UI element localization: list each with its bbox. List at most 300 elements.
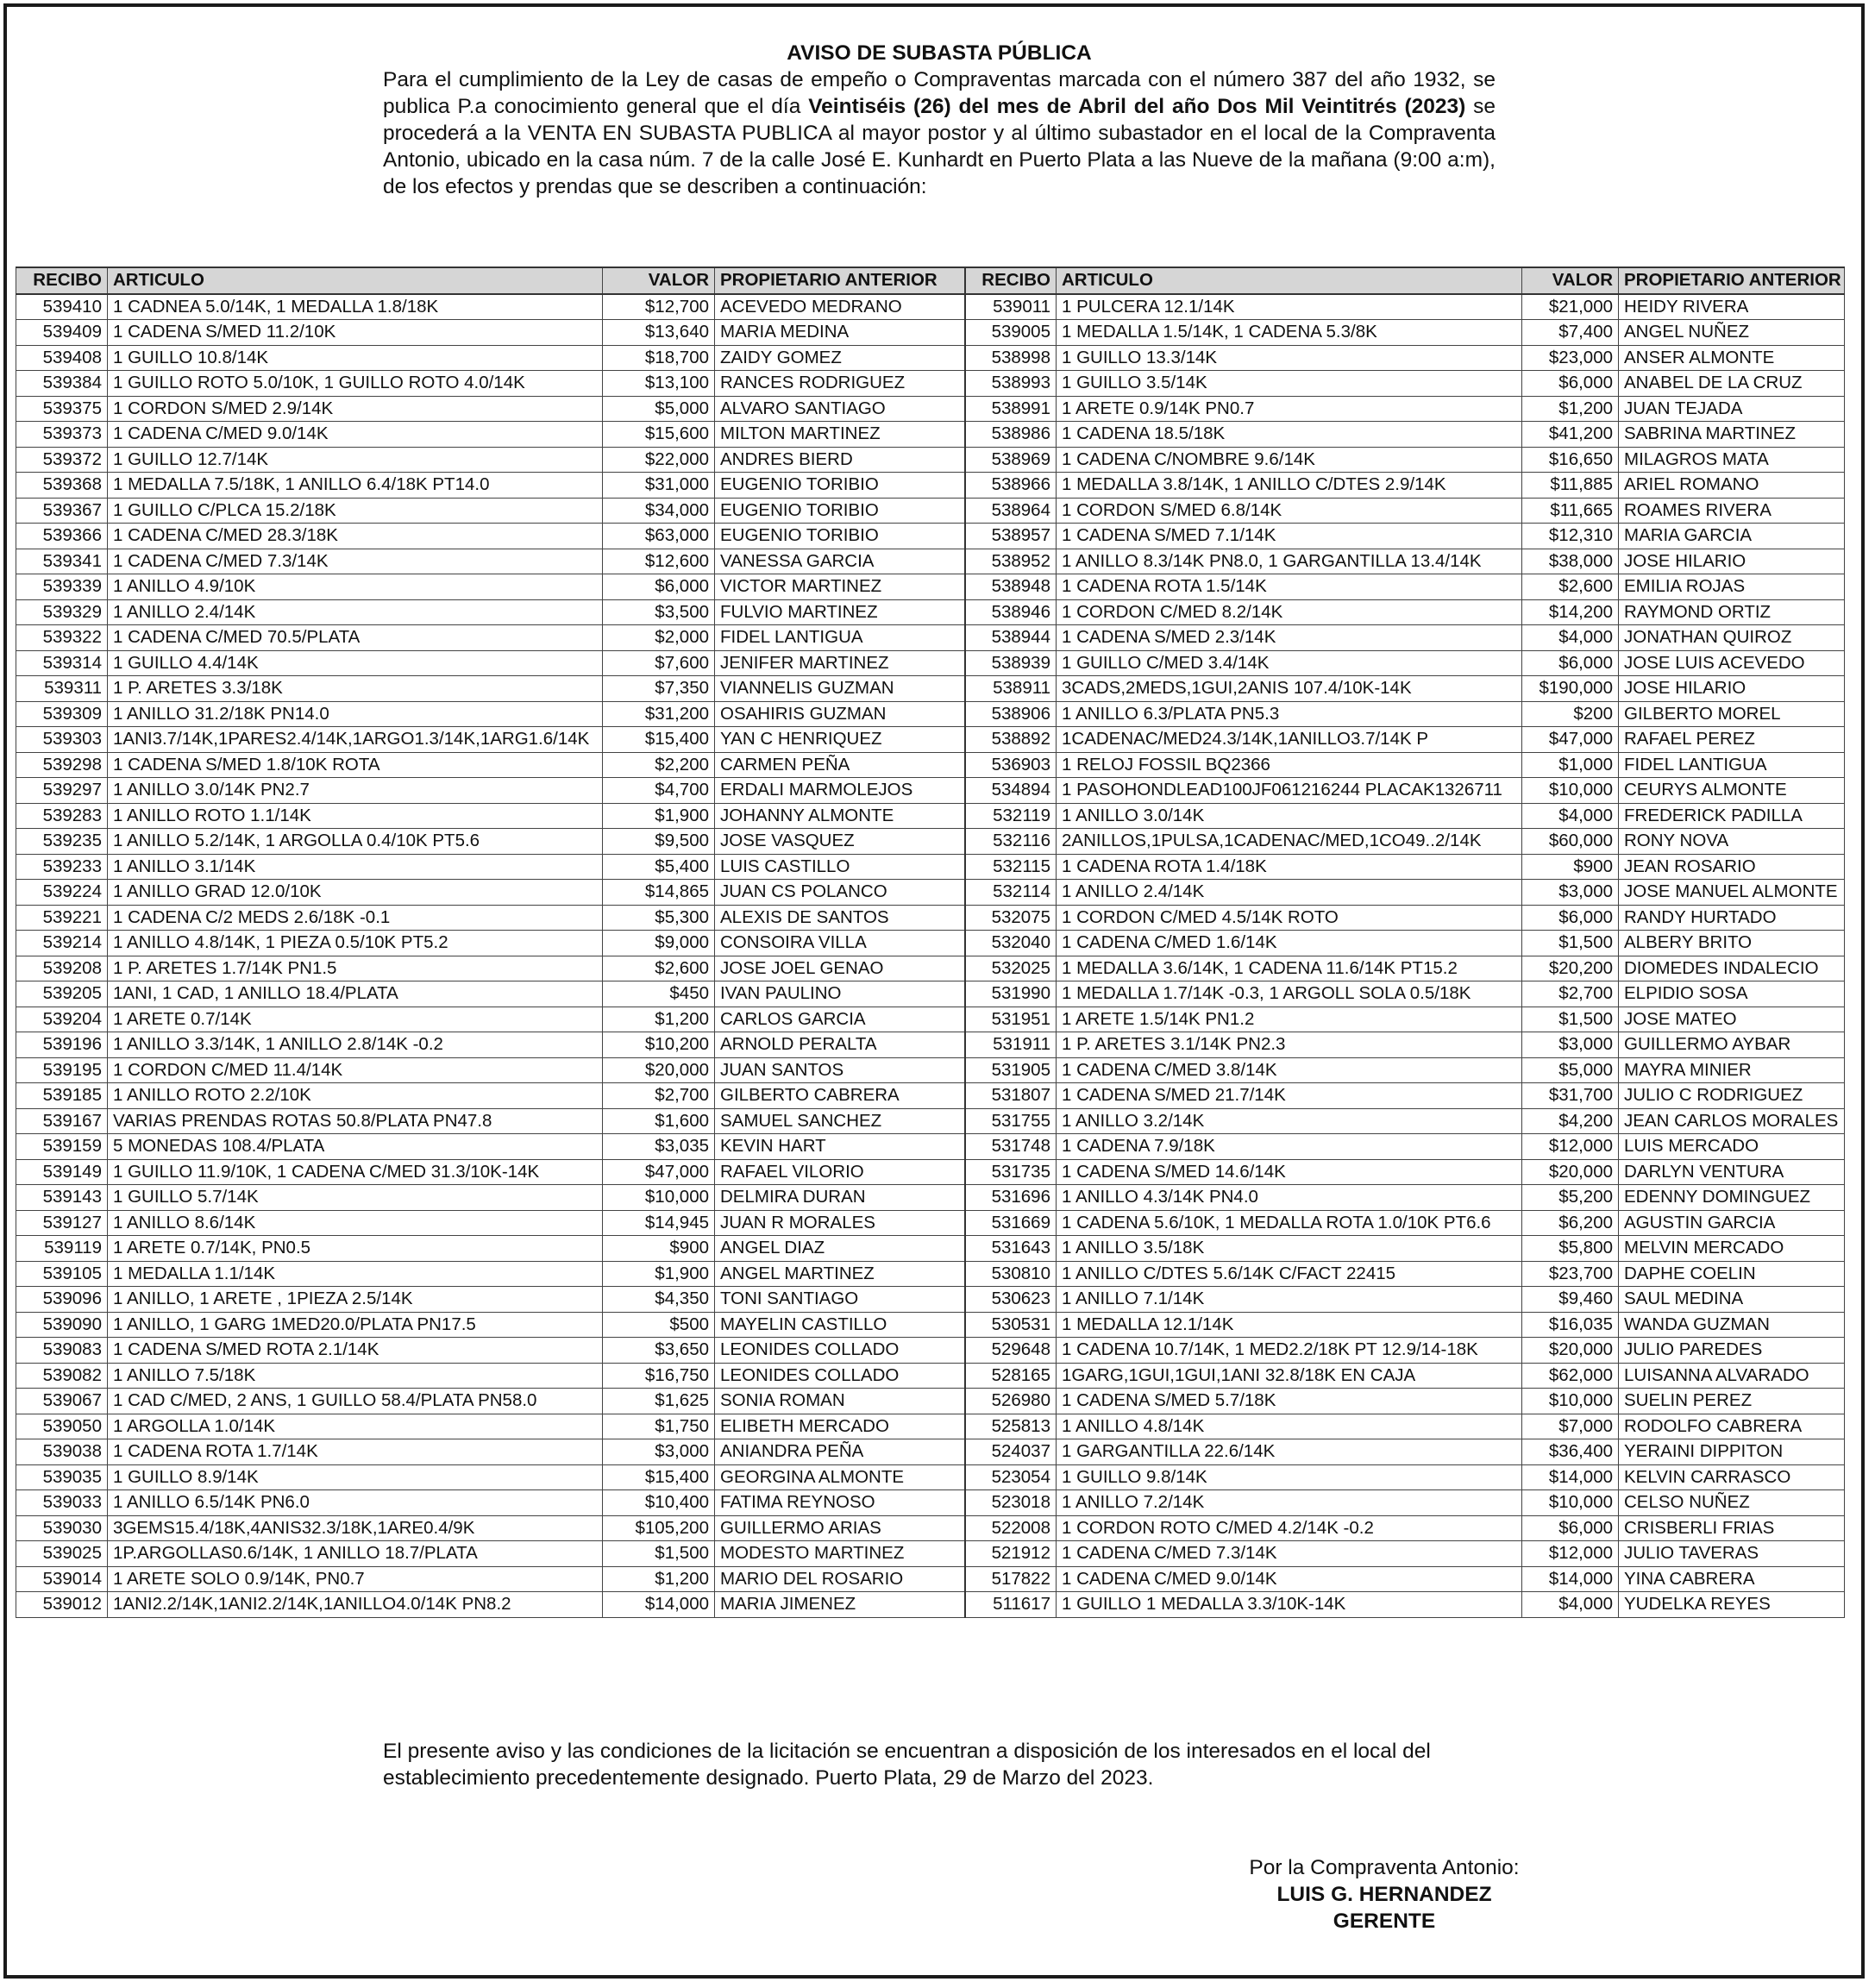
valor-cell: $41,200 xyxy=(1522,422,1619,448)
recibo-cell: 539082 xyxy=(16,1363,108,1389)
closing-statement: El presente aviso y las condiciones de la licitación se encuentran a disposición de los interesados en el local del establecimiento precedentemente designado. Puerto Plata, 29 de Marzo del 2023. xyxy=(383,1740,1431,1790)
propietario-cell: MODESTO MARTINEZ xyxy=(715,1541,965,1567)
valor-cell: $5,200 xyxy=(1522,1185,1619,1211)
valor-cell: $1,600 xyxy=(603,1108,715,1134)
valor-cell: $1,500 xyxy=(603,1541,715,1567)
recibo-cell: 538993 xyxy=(965,371,1057,397)
valor-cell: $500 xyxy=(603,1312,715,1338)
recibo-cell: 539149 xyxy=(16,1159,108,1185)
articulo-cell: 1 ARETE 1.5/14K PN1.2 xyxy=(1057,1007,1522,1032)
valor-cell: $13,100 xyxy=(603,371,715,397)
valor-cell: $6,200 xyxy=(1522,1210,1619,1236)
articulo-cell: 1 GUILLO 11.9/10K, 1 CADENA C/MED 31.3/10K-14K xyxy=(108,1159,603,1185)
articulo-cell: 1 ANILLO 7.5/18K xyxy=(108,1363,603,1389)
articulo-cell: 1 GUILLO C/MED 3.4/14K xyxy=(1057,650,1522,676)
valor-cell: $11,885 xyxy=(1522,473,1619,499)
recibo-cell: 538991 xyxy=(965,396,1057,422)
table-row xyxy=(16,498,1845,524)
valor-cell: $10,000 xyxy=(1522,1490,1619,1516)
recibo-cell: 531735 xyxy=(965,1159,1057,1185)
articulo-cell: 1 ANILLO 4.9/10K xyxy=(108,574,603,600)
articulo-cell: 1 MEDALLA 7.5/18K, 1 ANILLO 6.4/18K PT14.0 xyxy=(108,473,603,499)
recibo-cell: 538946 xyxy=(965,599,1057,625)
propietario-cell: EMILIA ROJAS xyxy=(1619,574,1845,600)
articulo-cell: 1ANI2.2/14K,1ANI2.2/14K,1ANILLO4.0/14K PN8.2 xyxy=(108,1592,603,1618)
table-row xyxy=(16,1210,1845,1236)
table-row xyxy=(16,1541,1845,1567)
recibo-cell: 538986 xyxy=(965,422,1057,448)
auction-items-table xyxy=(16,267,1845,1618)
valor-cell: $450 xyxy=(603,981,715,1007)
recibo-cell: 534894 xyxy=(965,778,1057,804)
articulo-cell: 3CADS,2MEDS,1GUI,2ANIS 107.4/10K-14K xyxy=(1057,676,1522,702)
propietario-cell: JUAN CS POLANCO xyxy=(715,880,965,906)
propietario-cell: YERAINI DIPPITON xyxy=(1619,1439,1845,1465)
table-row xyxy=(16,778,1845,804)
recibo-cell: 539221 xyxy=(16,905,108,931)
valor-cell: $2,000 xyxy=(603,625,715,651)
propietario-cell: SONIA ROMAN xyxy=(715,1389,965,1414)
recibo-cell: 511617 xyxy=(965,1592,1057,1618)
valor-cell: $14,000 xyxy=(1522,1464,1619,1490)
propietario-cell: LUIS CASTILLO xyxy=(715,854,965,880)
valor-cell: $7,400 xyxy=(1522,320,1619,346)
table-row xyxy=(16,854,1845,880)
articulo-cell: 1 ANILLO 31.2/18K PN14.0 xyxy=(108,701,603,727)
propietario-cell: RONY NOVA xyxy=(1619,829,1845,855)
articulo-cell: 1 PASOHONDLEAD100JF061216244 PLACAK1326711 xyxy=(1057,778,1522,804)
propietario-cell: DIOMEDES INDALECIO xyxy=(1619,956,1845,981)
valor-cell: $2,700 xyxy=(603,1083,715,1109)
table-row xyxy=(16,371,1845,397)
recibo-cell: 538906 xyxy=(965,701,1057,727)
propietario-cell: RANCES RODRIGUEZ xyxy=(715,371,965,397)
valor-cell: $15,400 xyxy=(603,1464,715,1490)
articulo-cell: 1 CADENA S/MED 21.7/14K xyxy=(1057,1083,1522,1109)
propietario-cell: GEORGINA ALMONTE xyxy=(715,1464,965,1490)
propietario-cell: VANESSA GARCIA xyxy=(715,549,965,574)
articulo-cell: 1 CADENA ROTA 1.5/14K xyxy=(1057,574,1522,600)
table-row xyxy=(16,447,1845,473)
articulo-cell: 1 CADENA 5.6/10K, 1 MEDALLA ROTA 1.0/10K PT6.6 xyxy=(1057,1210,1522,1236)
valor-cell: $22,000 xyxy=(603,447,715,473)
valor-cell: $16,750 xyxy=(603,1363,715,1389)
propietario-cell: JULIO TAVERAS xyxy=(1619,1541,1845,1567)
propietario-cell: YINA CABRERA xyxy=(1619,1566,1845,1592)
articulo-cell: 1 MEDALLA 12.1/14K xyxy=(1057,1312,1522,1338)
propietario-cell: ANABEL DE LA CRUZ xyxy=(1619,371,1845,397)
articulo-cell: 1 CADENA C/2 MEDS 2.6/18K -0.1 xyxy=(108,905,603,931)
propietario-cell: RANDY HURTADO xyxy=(1619,905,1845,931)
recibo-cell: 530623 xyxy=(965,1287,1057,1313)
notice-auction-date: Veintiséis (26) del mes de Abril del año Dos Mil Veintitrés (2023) xyxy=(808,95,1466,118)
articulo-cell: 1 MEDALLA 1.5/14K, 1 CADENA 5.3/8K xyxy=(1057,320,1522,346)
articulo-cell: 1 CORDON C/MED 8.2/14K xyxy=(1057,599,1522,625)
valor-cell: $14,945 xyxy=(603,1210,715,1236)
propietario-cell: OSAHIRIS GUZMAN xyxy=(715,701,965,727)
articulo-cell: 1 ANILLO 6.3/PLATA PN5.3 xyxy=(1057,701,1522,727)
valor-cell: $63,000 xyxy=(603,524,715,549)
recibo-cell: 524037 xyxy=(965,1439,1057,1465)
propietario-cell: GUILLERMO AYBAR xyxy=(1619,1032,1845,1058)
propietario-cell: SABRINA MARTINEZ xyxy=(1619,422,1845,448)
signer-name: LUIS G. HERNANDEZ xyxy=(1276,1883,1492,1906)
articulo-cell: 1 CADENA ROTA 1.4/18K xyxy=(1057,854,1522,880)
recibo-cell: 539204 xyxy=(16,1007,108,1032)
articulo-cell: 1 ANILLO 8.6/14K xyxy=(108,1210,603,1236)
table-row xyxy=(16,1134,1845,1160)
valor-cell: $3,500 xyxy=(603,599,715,625)
articulo-cell: 1 CADENA S/MED ROTA 2.1/14K xyxy=(108,1338,603,1364)
articulo-cell: 1 ANILLO 4.8/14K xyxy=(1057,1414,1522,1439)
propietario-cell: ANGEL NUÑEZ xyxy=(1619,320,1845,346)
articulo-cell: 1 MEDALLA 1.7/14K -0.3, 1 ARGOLL SOLA 0.5/18K xyxy=(1057,981,1522,1007)
propietario-cell: CARMEN PEÑA xyxy=(715,752,965,778)
propietario-cell: JOSE MANUEL ALMONTE xyxy=(1619,880,1845,906)
articulo-cell: 1 CORDON C/MED 4.5/14K ROTO xyxy=(1057,905,1522,931)
recibo-cell: 539143 xyxy=(16,1185,108,1211)
valor-cell: $6,000 xyxy=(1522,905,1619,931)
table-row xyxy=(16,422,1845,448)
recibo-cell: 521912 xyxy=(965,1541,1057,1567)
articulo-cell: 1 CADENA S/MED 11.2/10K xyxy=(108,320,603,346)
valor-cell: $900 xyxy=(603,1236,715,1262)
recibo-cell: 538966 xyxy=(965,473,1057,499)
header-recibo: RECIBO xyxy=(16,267,108,294)
header-valor: VALOR xyxy=(1522,267,1619,294)
propietario-cell: JULIO PAREDES xyxy=(1619,1338,1845,1364)
recibo-cell: 522008 xyxy=(965,1515,1057,1541)
valor-cell: $16,650 xyxy=(1522,447,1619,473)
valor-cell: $62,000 xyxy=(1522,1363,1619,1389)
valor-cell: $4,700 xyxy=(603,778,715,804)
articulo-cell: 1 ANILLO 6.5/14K PN6.0 xyxy=(108,1490,603,1516)
recibo-cell: 539030 xyxy=(16,1515,108,1541)
table-row xyxy=(16,345,1845,371)
table-row xyxy=(16,1490,1845,1516)
table-row xyxy=(16,1083,1845,1109)
propietario-cell: JEAN CARLOS MORALES xyxy=(1619,1108,1845,1134)
recibo-cell: 531748 xyxy=(965,1134,1057,1160)
recibo-cell: 532115 xyxy=(965,854,1057,880)
recibo-cell: 539297 xyxy=(16,778,108,804)
articulo-cell: 1 CAD C/MED, 2 ANS, 1 GUILLO 58.4/PLATA PN58.0 xyxy=(108,1389,603,1414)
articulo-cell: 1 ARETE 0.7/14K xyxy=(108,1007,603,1032)
valor-cell: $20,200 xyxy=(1522,956,1619,981)
recibo-cell: 539339 xyxy=(16,574,108,600)
propietario-cell: MAYELIN CASTILLO xyxy=(715,1312,965,1338)
propietario-cell: DELMIRA DURAN xyxy=(715,1185,965,1211)
articulo-cell: 1 CADNEA 5.0/14K, 1 MEDALLA 1.8/18K xyxy=(108,294,603,320)
articulo-cell: 1 CADENA ROTA 1.7/14K xyxy=(108,1439,603,1465)
propietario-cell: YUDELKA REYES xyxy=(1619,1592,1845,1618)
propietario-cell: FREDERICK PADILLA xyxy=(1619,803,1845,829)
propietario-cell: LEONIDES COLLADO xyxy=(715,1338,965,1364)
propietario-cell: MILAGROS MATA xyxy=(1619,447,1845,473)
valor-cell: $12,700 xyxy=(603,294,715,320)
recibo-cell: 539408 xyxy=(16,345,108,371)
valor-cell: $4,000 xyxy=(1522,803,1619,829)
recibo-cell: 539105 xyxy=(16,1261,108,1287)
propietario-cell: YAN C HENRIQUEZ xyxy=(715,727,965,753)
recibo-cell: 539224 xyxy=(16,880,108,906)
valor-cell: $12,600 xyxy=(603,549,715,574)
articulo-cell: 1 ANILLO GRAD 12.0/10K xyxy=(108,880,603,906)
valor-cell: $36,400 xyxy=(1522,1439,1619,1465)
valor-cell: $2,200 xyxy=(603,752,715,778)
header-recibo: RECIBO xyxy=(965,267,1057,294)
recibo-cell: 538952 xyxy=(965,549,1057,574)
signature-line: Por la Compraventa Antonio: xyxy=(1249,1856,1520,1879)
valor-cell: $3,035 xyxy=(603,1134,715,1160)
recibo-cell: 538911 xyxy=(965,676,1057,702)
header-propietario: PROPIETARIO ANTERIOR xyxy=(715,267,965,294)
recibo-cell: 530531 xyxy=(965,1312,1057,1338)
table-row xyxy=(16,524,1845,549)
signer-role: GERENTE xyxy=(1333,1910,1436,1933)
recibo-cell: 539235 xyxy=(16,829,108,855)
valor-cell: $1,200 xyxy=(603,1007,715,1032)
recibo-cell: 531990 xyxy=(965,981,1057,1007)
articulo-cell: 1 PULCERA 12.1/14K xyxy=(1057,294,1522,320)
valor-cell: $10,400 xyxy=(603,1490,715,1516)
valor-cell: $1,750 xyxy=(603,1414,715,1439)
articulo-cell: 1 GARGANTILLA 22.6/14K xyxy=(1057,1439,1522,1465)
propietario-cell: RAFAEL VILORIO xyxy=(715,1159,965,1185)
propietario-cell: CARLOS GARCIA xyxy=(715,1007,965,1032)
articulo-cell: 1 GUILLO 9.8/14K xyxy=(1057,1464,1522,1490)
articulo-cell: 1 MEDALLA 1.1/14K xyxy=(108,1261,603,1287)
table-row xyxy=(16,829,1845,855)
table-row xyxy=(16,1414,1845,1439)
recibo-cell: 539233 xyxy=(16,854,108,880)
table-row xyxy=(16,1464,1845,1490)
articulo-cell: 1P.ARGOLLAS0.6/14K, 1 ANILLO 18.7/PLATA xyxy=(108,1541,603,1567)
articulo-cell: 1 ANILLO 4.8/14K, 1 PIEZA 0.5/10K PT5.2 xyxy=(108,931,603,956)
articulo-cell: 1 GUILLO 1 MEDALLA 3.3/10K-14K xyxy=(1057,1592,1522,1618)
recibo-cell: 532040 xyxy=(965,931,1057,956)
recibo-cell: 539368 xyxy=(16,473,108,499)
articulo-cell: 1 CORDON S/MED 2.9/14K xyxy=(108,396,603,422)
propietario-cell: SUELIN PEREZ xyxy=(1619,1389,1845,1414)
articulo-cell: 1 CADENA C/MED 9.0/14K xyxy=(1057,1566,1522,1592)
articulo-cell: 5 MONEDAS 108.4/PLATA xyxy=(108,1134,603,1160)
table-row xyxy=(16,1566,1845,1592)
valor-cell: $200 xyxy=(1522,701,1619,727)
table-row xyxy=(16,1007,1845,1032)
propietario-cell: GILBERTO MOREL xyxy=(1619,701,1845,727)
notice-intro-2: se procederá a la VENTA EN SUBASTA PUBLICA al mayor postor y al último subastador en el local de la Compraventa Antonio, ubicado en la casa núm. 7 de la calle José E. Kunhardt en Puerto Plata a las Nueve de la mañana (9:00 a:m), de los efectos y prendas que se describen a continuación: xyxy=(383,95,1496,198)
articulo-cell: 1 CADENA 18.5/18K xyxy=(1057,422,1522,448)
propietario-cell: CEURYS ALMONTE xyxy=(1619,778,1845,804)
articulo-cell: 1 CADENA S/MED 7.1/14K xyxy=(1057,524,1522,549)
articulo-cell: 1 P. ARETES 1.7/14K PN1.5 xyxy=(108,956,603,981)
valor-cell: $1,200 xyxy=(1522,396,1619,422)
valor-cell: $6,000 xyxy=(1522,1515,1619,1541)
table-header-row xyxy=(16,267,1845,294)
valor-cell: $10,000 xyxy=(603,1185,715,1211)
propietario-cell: JOSE LUIS ACEVEDO xyxy=(1619,650,1845,676)
propietario-cell: DARLYN VENTURA xyxy=(1619,1159,1845,1185)
articulo-cell: 1 ARETE SOLO 0.9/14K, PN0.7 xyxy=(108,1566,603,1592)
valor-cell: $7,600 xyxy=(603,650,715,676)
propietario-cell: JUAN R MORALES xyxy=(715,1210,965,1236)
propietario-cell: MILTON MARTINEZ xyxy=(715,422,965,448)
valor-cell: $190,000 xyxy=(1522,676,1619,702)
valor-cell: $14,200 xyxy=(1522,599,1619,625)
articulo-cell: 1 CADENA C/MED 7.3/14K xyxy=(1057,1541,1522,1567)
propietario-cell: RAFAEL PEREZ xyxy=(1619,727,1845,753)
recibo-cell: 517822 xyxy=(965,1566,1057,1592)
propietario-cell: CRISBERLI FRIAS xyxy=(1619,1515,1845,1541)
recibo-cell: 539367 xyxy=(16,498,108,524)
propietario-cell: MELVIN MERCADO xyxy=(1619,1236,1845,1262)
recibo-cell: 532119 xyxy=(965,803,1057,829)
table-row xyxy=(16,727,1845,753)
recibo-cell: 529648 xyxy=(965,1338,1057,1364)
valor-cell: $1,900 xyxy=(603,1261,715,1287)
articulo-cell: 1 MEDALLA 3.6/14K, 1 CADENA 11.6/14K PT15.2 xyxy=(1057,956,1522,981)
recibo-cell: 539311 xyxy=(16,676,108,702)
propietario-cell: ELPIDIO SOSA xyxy=(1619,981,1845,1007)
propietario-cell: DAPHE COELIN xyxy=(1619,1261,1845,1287)
propietario-cell: JUAN TEJADA xyxy=(1619,396,1845,422)
valor-cell: $1,200 xyxy=(603,1566,715,1592)
valor-cell: $7,000 xyxy=(1522,1414,1619,1439)
table-row xyxy=(16,1389,1845,1414)
valor-cell: $5,400 xyxy=(603,854,715,880)
header-valor: VALOR xyxy=(603,267,715,294)
propietario-cell: FATIMA REYNOSO xyxy=(715,1490,965,1516)
articulo-cell: VARIAS PRENDAS ROTAS 50.8/PLATA PN47.8 xyxy=(108,1108,603,1134)
valor-cell: $10,200 xyxy=(603,1032,715,1058)
recibo-cell: 532025 xyxy=(965,956,1057,981)
recibo-cell: 539014 xyxy=(16,1566,108,1592)
propietario-cell: VIANNELIS GUZMAN xyxy=(715,676,965,702)
table-row xyxy=(16,676,1845,702)
articulo-cell: 1 CORDON ROTO C/MED 4.2/14K -0.2 xyxy=(1057,1515,1522,1541)
valor-cell: $31,200 xyxy=(603,701,715,727)
propietario-cell: FIDEL LANTIGUA xyxy=(1619,752,1845,778)
valor-cell: $15,400 xyxy=(603,727,715,753)
propietario-cell: SAMUEL SANCHEZ xyxy=(715,1108,965,1134)
valor-cell: $4,000 xyxy=(1522,625,1619,651)
articulo-cell: 1 ANILLO 2.4/14K xyxy=(1057,880,1522,906)
articulo-cell: 1 GUILLO 10.8/14K xyxy=(108,345,603,371)
propietario-cell: ELIBETH MERCADO xyxy=(715,1414,965,1439)
table-row xyxy=(16,1312,1845,1338)
notice-title: AVISO DE SUBASTA PÚBLICA xyxy=(787,41,1092,65)
valor-cell: $10,000 xyxy=(1522,778,1619,804)
recibo-cell: 528165 xyxy=(965,1363,1057,1389)
valor-cell: $14,000 xyxy=(1522,1566,1619,1592)
recibo-cell: 539384 xyxy=(16,371,108,397)
recibo-cell: 539025 xyxy=(16,1541,108,1567)
valor-cell: $12,000 xyxy=(1522,1541,1619,1567)
table-row xyxy=(16,1338,1845,1364)
propietario-cell: ALBERY BRITO xyxy=(1619,931,1845,956)
propietario-cell: SAUL MEDINA xyxy=(1619,1287,1845,1313)
articulo-cell: 1 ANILLO C/DTES 5.6/14K C/FACT 22415 xyxy=(1057,1261,1522,1287)
valor-cell: $4,350 xyxy=(603,1287,715,1313)
propietario-cell: MARIA JIMENEZ xyxy=(715,1592,965,1618)
table-row xyxy=(16,574,1845,600)
valor-cell: $20,000 xyxy=(1522,1338,1619,1364)
recibo-cell: 539375 xyxy=(16,396,108,422)
recibo-cell: 539090 xyxy=(16,1312,108,1338)
recibo-cell: 539322 xyxy=(16,625,108,651)
propietario-cell: LUISANNA ALVARADO xyxy=(1619,1363,1845,1389)
articulo-cell: 1 GUILLO ROTO 5.0/10K, 1 GUILLO ROTO 4.0/14K xyxy=(108,371,603,397)
articulo-cell: 1 CORDON C/MED 11.4/14K xyxy=(108,1057,603,1083)
recibo-cell: 539283 xyxy=(16,803,108,829)
valor-cell: $15,600 xyxy=(603,422,715,448)
propietario-cell: EUGENIO TORIBIO xyxy=(715,524,965,549)
propietario-cell: FULVIO MARTINEZ xyxy=(715,599,965,625)
articulo-cell: 1 ANILLO 3.0/14K PN2.7 xyxy=(108,778,603,804)
recibo-cell: 531696 xyxy=(965,1185,1057,1211)
recibo-cell: 531643 xyxy=(965,1236,1057,1262)
articulo-cell: 1ANI3.7/14K,1PARES2.4/14K,1ARGO1.3/14K,1ARG1.6/14K xyxy=(108,727,603,753)
propietario-cell: KELVIN CARRASCO xyxy=(1619,1464,1845,1490)
table-row xyxy=(16,1439,1845,1465)
valor-cell: $900 xyxy=(1522,854,1619,880)
propietario-cell: JOSE MATEO xyxy=(1619,1007,1845,1032)
recibo-cell: 539038 xyxy=(16,1439,108,1465)
table-row xyxy=(16,752,1845,778)
table-row xyxy=(16,981,1845,1007)
propietario-cell: TONI SANTIAGO xyxy=(715,1287,965,1313)
propietario-cell: KEVIN HART xyxy=(715,1134,965,1160)
header-articulo: ARTICULO xyxy=(1057,267,1522,294)
articulo-cell: 1CADENAC/MED24.3/14K,1ANILLO3.7/14K P xyxy=(1057,727,1522,753)
propietario-cell: ROAMES RIVERA xyxy=(1619,498,1845,524)
articulo-cell: 1 RELOJ FOSSIL BQ2366 xyxy=(1057,752,1522,778)
table-row xyxy=(16,599,1845,625)
articulo-cell: 1 GUILLO 5.7/14K xyxy=(108,1185,603,1211)
articulo-cell: 1 CADENA S/MED 5.7/18K xyxy=(1057,1389,1522,1414)
recibo-cell: 531905 xyxy=(965,1057,1057,1083)
propietario-cell: LEONIDES COLLADO xyxy=(715,1363,965,1389)
recibo-cell: 539372 xyxy=(16,447,108,473)
articulo-cell: 1 ANILLO 3.0/14K xyxy=(1057,803,1522,829)
recibo-cell: 536903 xyxy=(965,752,1057,778)
propietario-cell: ANDRES BIERD xyxy=(715,447,965,473)
recibo-cell: 539050 xyxy=(16,1414,108,1439)
articulo-cell: 1 ANILLO 4.3/14K PN4.0 xyxy=(1057,1185,1522,1211)
table-row xyxy=(16,320,1845,346)
table-row xyxy=(16,803,1845,829)
recibo-cell: 539329 xyxy=(16,599,108,625)
recibo-cell: 539185 xyxy=(16,1083,108,1109)
propietario-cell: JOSE JOEL GENAO xyxy=(715,956,965,981)
articulo-cell: 1 CADENA C/MED 9.0/14K xyxy=(108,422,603,448)
articulo-cell: 1GARG,1GUI,1GUI,1ANI 32.8/18K EN CAJA xyxy=(1057,1363,1522,1389)
table-row xyxy=(16,956,1845,981)
propietario-cell: ARNOLD PERALTA xyxy=(715,1032,965,1058)
propietario-cell: MARIA MEDINA xyxy=(715,320,965,346)
articulo-cell: 1 CADENA S/MED 2.3/14K xyxy=(1057,625,1522,651)
articulo-cell: 1 ANILLO 3.1/14K xyxy=(108,854,603,880)
recibo-cell: 526980 xyxy=(965,1389,1057,1414)
table-row xyxy=(16,625,1845,651)
articulo-cell: 1 ARGOLLA 1.0/14K xyxy=(108,1414,603,1439)
propietario-cell: WANDA GUZMAN xyxy=(1619,1312,1845,1338)
articulo-cell: 1 GUILLO C/PLCA 15.2/18K xyxy=(108,498,603,524)
valor-cell: $47,000 xyxy=(1522,727,1619,753)
recibo-cell: 539119 xyxy=(16,1236,108,1262)
notice-header xyxy=(383,40,1496,200)
